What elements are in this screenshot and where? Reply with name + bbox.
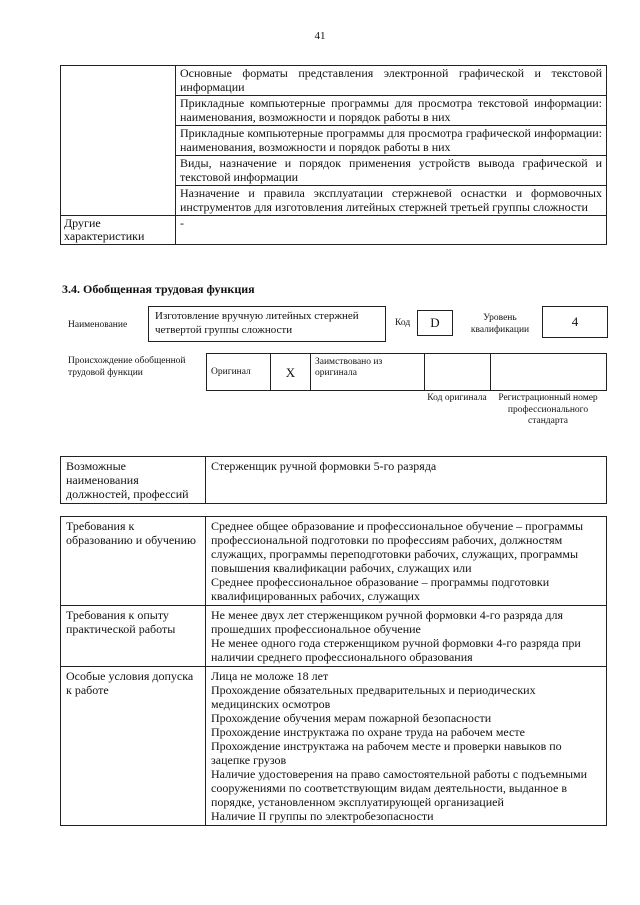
code-label: Код [395, 318, 411, 328]
origin-label: Происхождение обобщенной трудовой функции [68, 356, 186, 378]
page-number: 41 [314, 30, 326, 42]
section-title: 3.4. Обобщенная трудовая функция [62, 282, 255, 296]
name-value: Изготовление вручную литейных стержней четвертой группы сложности [148, 306, 386, 342]
reg-number-label: Регистрационный номер профессионального стандарта [498, 393, 598, 426]
requirement-row [61, 667, 607, 826]
requirement-row [61, 606, 607, 667]
requirement-line: Наличие удостоверения на право самостоятельной работы с подъемными сооружениями по соответствующим видам деятельности, выданное в порядке, установленном эксплуатирующей организацией [211, 767, 588, 809]
original-mark: X [271, 354, 311, 391]
knowledge-item: Основные форматы представления электронной графической и текстовой информации [176, 66, 607, 96]
code-original-cell [425, 354, 491, 391]
requirement-line: Прохождение инструктажа на рабочем месте и проверки навыков по зацепке грузов [211, 739, 562, 767]
requirement-line: Прохождение инструктажа по охране труда на рабочем месте [211, 725, 525, 739]
positions-value: Стерженщик ручной формовки 5-го разряда [206, 457, 607, 504]
requirement-line: Прохождение обучения мерам пожарной безопасности [211, 711, 492, 725]
knowledge-label-cell [61, 66, 176, 216]
origin-table [206, 353, 607, 391]
requirement-line: Наличие II группы по электробезопасности [211, 809, 434, 823]
other-characteristics-label: Другие характеристики [61, 216, 176, 245]
code-original-label: Код оригинала [427, 393, 487, 403]
knowledge-item: Прикладные компьютерные программы для просмотра текстовой информации: наименования, возможности и порядок работы в них [176, 96, 607, 126]
requirements-table [60, 516, 607, 826]
requirement-value [206, 667, 607, 826]
requirement-label: Требования к образованию и обучению [61, 517, 206, 606]
requirement-value [206, 517, 607, 606]
requirement-line: Не менее одного года стерженщиком ручной формовки 4-го разряда при наличии среднего профессионального образования [211, 636, 581, 664]
requirement-line: Среднее профессиональное образование – программы подготовки квалифицированных рабочих, служащих [211, 575, 550, 603]
positions-label: Возможные наименования должностей, профессий [61, 457, 206, 504]
other-characteristics-value: - [176, 216, 607, 245]
borrowed-label: Заимствовано из оригинала [311, 354, 425, 391]
requirement-label: Особые условия допуска к работе [61, 667, 206, 826]
requirement-line: Не менее двух лет стерженщиком ручной формовки 4-го разряда для прошедших профессиональное обучение [211, 608, 564, 636]
level-value: 4 [542, 306, 608, 338]
name-label: Наименование [68, 320, 128, 330]
knowledge-item: Виды, назначение и порядок применения устройств вывода графической и текстовой информации [176, 156, 607, 186]
reg-number-cell [491, 354, 607, 391]
positions-table [60, 456, 607, 504]
requirement-value [206, 606, 607, 667]
knowledge-item: Прикладные компьютерные программы для просмотра графической информации: наименования, возможности и порядок работы в них [176, 126, 607, 156]
original-label: Оригинал [207, 354, 271, 391]
requirement-row [61, 517, 607, 606]
requirement-line: Прохождение обязательных предварительных и периодических медицинских осмотров [211, 683, 536, 711]
requirement-line: Среднее общее образование и профессиональное обучение – программы профессиональной подготовки по профессиям рабочих, должностям служащих, программы переподготовки рабочих, служащих, программы повышения квалификации рабочих, служащих или [211, 519, 584, 575]
knowledge-table [60, 65, 607, 245]
knowledge-item: Назначение и правила эксплуатации стержневой оснастки и формовочных инструментов для изготовления литейных стержней третьей группы сложности [176, 186, 607, 216]
requirement-label: Требования к опыту практической работы [61, 606, 206, 667]
code-value: D [417, 310, 453, 336]
requirement-line: Лица не моложе 18 лет [211, 669, 329, 683]
level-label: Уровень квалификации [470, 313, 530, 335]
